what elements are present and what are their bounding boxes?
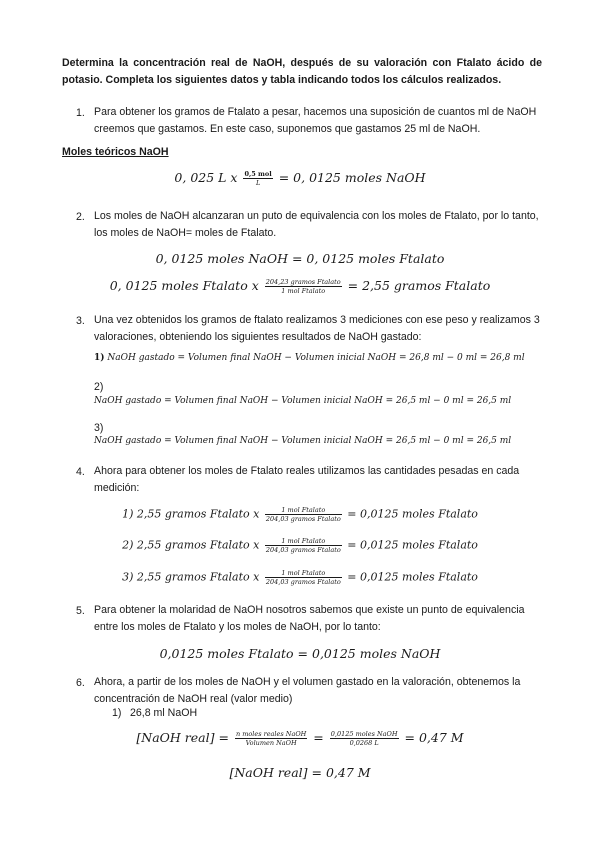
- eq6-fraction-1: [235, 730, 307, 747]
- item-3-text: Una vez obtenidos los gramos de ftalato realizamos 3 mediciones con ese peso y realizamos 3 valoraciones, obteniendo los siguientes resultados de NaOH gastado:: [94, 314, 540, 343]
- equation-equivalence-naoh: 0,0125 moles Ftalato = 0,0125 moles NaOH: [159, 646, 441, 661]
- moles-ftalato-1: [0, 506, 600, 523]
- mol-1-right: = 0,0125 moles Ftalato: [347, 507, 478, 521]
- mol-1-num: 1 mol Ftalato: [265, 506, 342, 515]
- equation-concentration: [0, 730, 600, 747]
- item-4-number: 4.: [76, 466, 85, 478]
- eq1-right: = 0, 0125 moles NaOH: [278, 170, 426, 185]
- eq3-left: 0, 0125 moles Ftalato x: [109, 278, 259, 293]
- equation-equivalence: 0, 0125 moles NaOH = 0, 0125 moles Ftalato: [155, 251, 445, 266]
- eq6-fraction-2: [330, 730, 399, 747]
- valuation-3-label: 3): [94, 422, 104, 434]
- moles-ftalato-3: [0, 569, 600, 586]
- item-1-number: 1.: [76, 107, 85, 119]
- mol-2-fraction: [265, 537, 342, 554]
- item-4-text: Ahora para obtener los moles de Ftalato reales utilizamos las cantidades pesadas en cada medición:: [94, 465, 520, 494]
- equation-grams-ftalato: [0, 278, 600, 295]
- eq6-num-1: n moles reales NaOH: [235, 730, 307, 738]
- eq1-num: 0,5 mol: [244, 170, 272, 178]
- eq6-den-2: 0,0268 L: [349, 739, 379, 747]
- sub-item-1-number: 1): [112, 707, 122, 719]
- eq3-num: 204,23 gramos Ftalato: [265, 278, 341, 286]
- item-2-number: 2.: [76, 211, 85, 223]
- valuation-1-equation: NaOH gastado = Volumen final NaOH − Volumen inicial NaOH = 26,8 ml − 0 ml = 26,8 ml: [107, 353, 525, 363]
- eq3-den: 1 mol Ftalato: [281, 287, 326, 295]
- valuation-1-label: 1): [94, 353, 105, 363]
- mol-2-left: 2) 2,55 gramos Ftalato x: [122, 538, 260, 552]
- equation-result: [NaOH real] = 0,47 M: [229, 765, 371, 780]
- mol-3-den: 204,03 gramos Ftalato: [265, 578, 341, 586]
- mol-2-right: = 0,0125 moles Ftalato: [347, 538, 478, 552]
- eq6-left: [NaOH real] =: [136, 730, 229, 745]
- mol-3-fraction: [265, 569, 342, 586]
- mol-3-left: 3) 2,55 gramos Ftalato x: [122, 570, 260, 584]
- equation-moles-naoh: [0, 170, 600, 187]
- section-heading: Moles teóricos NaOH: [62, 146, 169, 158]
- eq6-mid: =: [313, 730, 324, 745]
- eq1-den: L: [255, 179, 261, 187]
- item-5-text: Para obtener la molaridad de NaOH nosotros sabemos que existe un punto de equivalencia entre los moles de Ftalato y los moles de NaOH, por lo tanto:: [94, 604, 525, 633]
- eq6-num-2: 0,0125 moles NaOH: [330, 730, 398, 738]
- item-2-text: Los moles de NaOH alcanzaran un puto de equivalencia con los moles de Ftalato, por lo tanto, los moles de NaOH= moles de Ftalato.: [94, 210, 539, 239]
- mol-1-left: 1) 2,55 gramos Ftalato x: [122, 507, 260, 521]
- valuation-3-equation: NaOH gastado = Volumen final NaOH − Volumen inicial NaOH = 26,5 ml − 0 ml = 26,5 ml: [94, 436, 512, 446]
- item-5-number: 5.: [76, 605, 85, 617]
- mol-1-fraction: [265, 506, 342, 523]
- eq3-right: = 2,55 gramos Ftalato: [347, 278, 491, 293]
- mol-1-den: 204,03 gramos Ftalato: [265, 515, 341, 523]
- mol-3-num: 1 mol Ftalato: [265, 569, 342, 578]
- item-6-number: 6.: [76, 677, 85, 689]
- item-3-number: 3.: [76, 315, 85, 327]
- mol-2-den: 204,03 gramos Ftalato: [265, 546, 341, 554]
- intro-statement: Determina la concentración real de NaOH, después de su valoración con Ftalato ácido de potasio. Completa los siguientes datos y tabla indicando todos los cálculos realizados.: [62, 57, 542, 86]
- eq6-right: = 0,47 M: [404, 730, 464, 745]
- sub-item-1-text: 26,8 ml NaOH: [130, 707, 198, 719]
- eq6-den-1: Volumen NaOH: [245, 739, 297, 747]
- eq1-left: 0, 025 L x: [174, 170, 238, 185]
- eq3-fraction: [265, 278, 342, 295]
- item-6-text: Ahora, a partir de los moles de NaOH y el volumen gastado en la valoración, obtenemos la concentración de NaOH real (valor medio): [94, 676, 521, 705]
- item-1-text: Para obtener los gramos de Ftalato a pesar, hacemos una suposición de cuantos ml de NaOH creemos que gastamos. En este caso, suponemos que gastamos 25 ml de NaOH.: [94, 106, 537, 135]
- mol-2-num: 1 mol Ftalato: [265, 537, 342, 546]
- valuation-1: [94, 353, 525, 363]
- moles-ftalato-2: [0, 537, 600, 554]
- valuation-2-equation: NaOH gastado = Volumen final NaOH − Volumen inicial NaOH = 26,5 ml − 0 ml = 26,5 ml: [94, 396, 512, 406]
- valuation-2-label: 2): [94, 381, 104, 393]
- mol-3-right: = 0,0125 moles Ftalato: [347, 570, 478, 584]
- eq1-fraction: [243, 170, 272, 187]
